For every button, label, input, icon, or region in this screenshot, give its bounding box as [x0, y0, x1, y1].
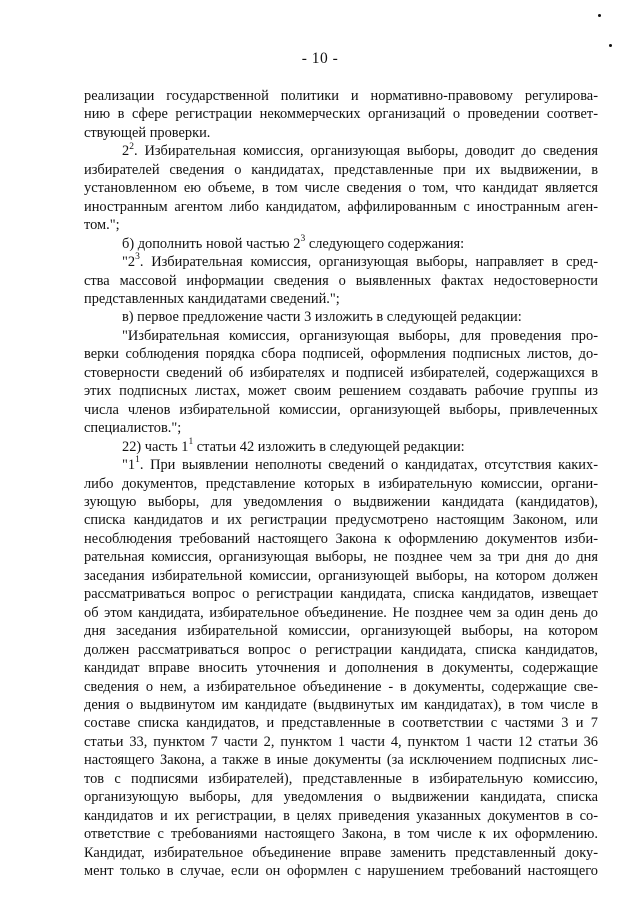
- text-line: этих подписных листах, может своим решением создавать рабочие группы из: [84, 383, 598, 400]
- text-line: ства массовой информации сведения о выявленных фактах недостоверности: [84, 272, 598, 289]
- text-line: мент только в случае, если он оформлен с нарушением требований настоящего: [84, 863, 598, 880]
- superscript: 2: [129, 141, 134, 152]
- text-run: б) дополнить новой частью 2: [122, 235, 301, 252]
- text-line: заседания избирательной комиссии, организующей выборы, на котором должен: [84, 567, 598, 584]
- text-line: нию в сфере регистрации некоммерческих организаций о проведении соответ-: [84, 106, 598, 123]
- text-line: реализации государственной политики и нормативно-правовому регулирова-: [84, 88, 598, 104]
- text-line: организующую выборы, для уведомления о выдвижении кандидата, списка: [84, 789, 598, 806]
- text-line: должен рассматриваться вопрос о регистрации кандидата, списка кандидатов,: [84, 641, 598, 658]
- superscript: 3: [300, 233, 306, 244]
- text-line: кандидатов и их регистрации, в целях приведения указанных документов в со-: [84, 807, 598, 824]
- text-line: составе списка кандидатов, и представленные в соответствии с частями 3 и 7: [84, 715, 598, 732]
- paragraph-first-line: [84, 253, 598, 271]
- text-run: статьи 42 изложить в следующей редакции:: [193, 438, 465, 455]
- text-line: стоверности сведений об избирателях и подписей избирателей, содержащихся в: [84, 364, 598, 381]
- paragraph-first-line: в) первое предложение части 3 изложить в следующей редакции:: [122, 309, 522, 326]
- text-line: ответствие с требованиями настоящего Закона, в том числе к их оформлению.: [84, 826, 598, 843]
- text-line: об этом кандидата, избирательное объединение. Не позднее чем за один день до: [84, 604, 598, 621]
- text-run: . Избирательная комиссия, организующая выборы, направляет в сред-: [139, 254, 598, 271]
- item-number: 2: [122, 143, 130, 160]
- text-line: избирателей сведения о кандидатах, представленные при их выдвижении, в: [84, 161, 598, 178]
- paragraph-first-line: [84, 456, 598, 474]
- item-number: "2: [122, 254, 136, 271]
- text-line: несоблюдения требований настоящего Закона к оформлению документов изби-: [84, 530, 598, 547]
- text-line: дня заседания избирательной комиссии, организующей выборы, на котором: [84, 623, 598, 640]
- text-line: рательная комиссия, организующая выборы, не позднее чем за три дня до дня: [84, 549, 598, 566]
- text-line: сведения о нем, а избирательное объединение - в документы, содержащие све-: [84, 678, 598, 695]
- paragraph-first-line: [84, 235, 598, 253]
- scan-speck-mark: [609, 44, 612, 47]
- text-line: специалистов.";: [84, 420, 182, 437]
- text-line: тов с подписями избирателей), представленные в избирательную комиссию,: [84, 770, 598, 787]
- text-line: рассматриваться вопрос о регистрации кандидата, списка кандидатов, извещает: [84, 586, 598, 603]
- document-body: [84, 87, 598, 880]
- text-line: установленном ею объеме, в том числе сведения о том, что кандидат является: [84, 180, 598, 197]
- paragraph-first-line: [84, 438, 598, 456]
- text-line: иностранным агентом либо кандидатом, аффилированным с иностранным аген-: [84, 198, 598, 215]
- text-line: зующую выборы, для уведомления о выдвижении кандидата (кандидатов),: [84, 493, 598, 510]
- superscript: 1: [188, 436, 194, 447]
- scan-speck-mark: [598, 14, 601, 17]
- text-line: Кандидат, избирательное объединение вправе заменить представленный доку-: [84, 844, 598, 861]
- text-line: настоящего Закона, а также в иные документы (за исключением подписных лис-: [84, 752, 598, 769]
- text-line: кандидат вправе вносить уточнения и дополнения в документы, содержащие: [84, 660, 598, 677]
- text-line: числа членов избирательной комиссии, организующей выборы, привлеченных: [84, 401, 598, 418]
- page-number: - 10 -: [301, 50, 339, 67]
- text-line: ствующей проверки.: [84, 124, 211, 141]
- item-number: "1: [122, 457, 136, 474]
- text-run: следующего содержания:: [305, 235, 465, 252]
- text-line: списка кандидатов и их регистрации предусмотрено настоящим Законом, или: [84, 512, 598, 529]
- text-line: либо документов, представление которых в избирательную комиссии, органи-: [84, 475, 598, 492]
- text-line: представленных кандидатами сведений.";: [84, 290, 340, 307]
- paragraph-first-line: [84, 142, 598, 160]
- item-number: 22) часть 1: [122, 438, 189, 455]
- text-line: верки соблюдения порядка сбора подписей, оформления подписных листов, до-: [84, 346, 598, 363]
- superscript: 1: [135, 455, 140, 466]
- text-line: статьи 33, пунктом 7 части 2, пунктом 1 части 4, пунктом 1 части 12 статьи 36: [84, 733, 598, 750]
- text-line: дения о выдвинутом им кандидате (выдвинутых им кандидатах), в том числе в: [84, 696, 598, 713]
- text-line: том.";: [84, 217, 120, 234]
- superscript: 3: [135, 252, 140, 263]
- text-run: . При выявлении неполноты сведений о кандидатах, отсутствия каких-: [139, 457, 598, 474]
- paragraph-first-line: "Избирательная комиссия, организующая выборы, для проведения про-: [122, 327, 598, 344]
- text-run: . Избирательная комиссия, организующая выборы, доводит до сведения: [133, 143, 598, 160]
